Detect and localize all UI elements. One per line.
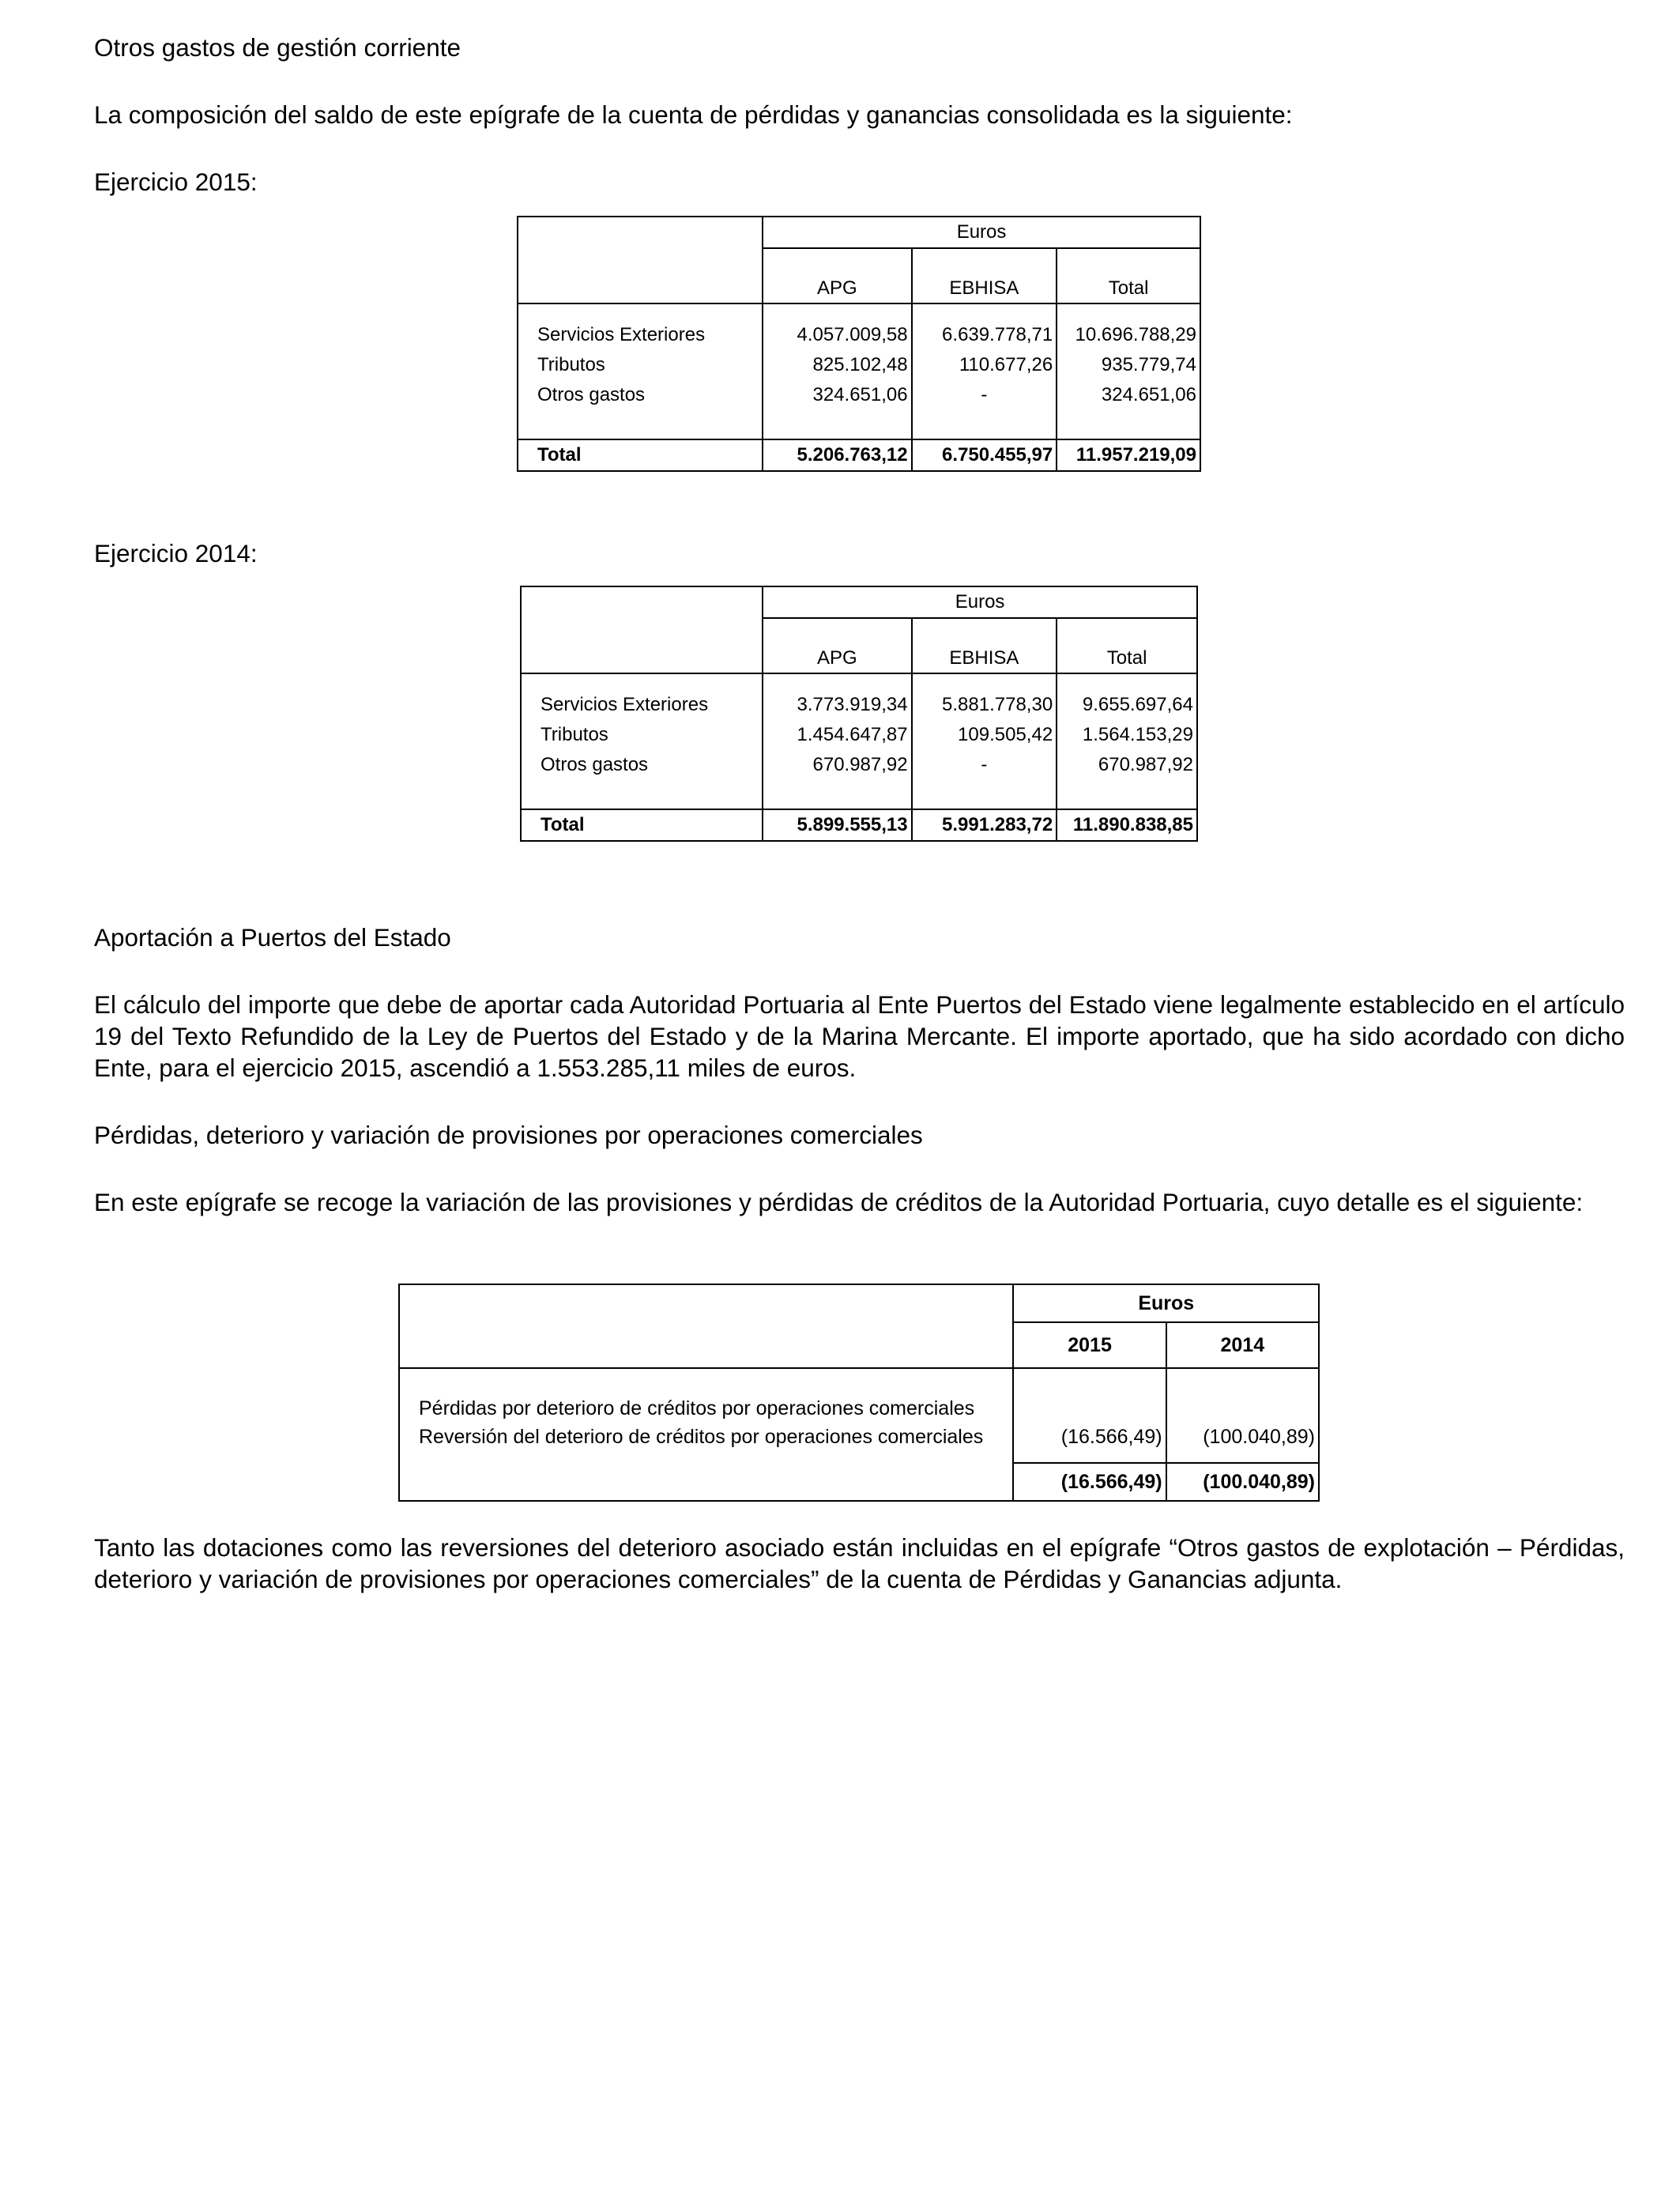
total-label: Total [518,439,763,471]
table-total-row [521,809,1197,841]
column-header: EBHISA [912,248,1057,303]
row-label: Otros gastos [518,380,763,410]
cell-value [1013,1394,1166,1423]
table-row [518,350,1200,380]
table-group-header: Euros [1013,1284,1319,1322]
total-value: 11.890.838,85 [1057,809,1197,841]
cell-value: - [912,750,1057,780]
column-header: 2014 [1166,1322,1319,1368]
table-2014 [520,586,1198,842]
section-heading-otros-gastos: Otros gastos de gestión corriente [94,33,461,62]
table-header-blank [521,586,763,673]
cell-value: (16.566,49) [1013,1423,1166,1451]
cell-value: 9.655.697,64 [1057,690,1197,720]
table-header-blank [518,217,763,303]
table-2015 [517,216,1201,472]
caption-2014: Ejercicio 2014: [94,539,258,567]
cell-value: 5.881.778,30 [912,690,1057,720]
cell-value: 10.696.788,29 [1057,320,1200,350]
table-row [518,320,1200,350]
table-deterioro [398,1284,1320,1502]
row-label: Pérdidas por deterioro de créditos por operaciones comerciales [399,1394,1013,1423]
table-row [399,1394,1319,1423]
cell-value: 670.987,92 [1057,750,1197,780]
paragraph-perdidas: En este epígrafe se recoge la variación de las provisiones y pérdidas de créditos de la Autoridad Portuaria, cuyo detalle es el siguiente: [94,1188,1584,1216]
paragraph-aportacion: El cálculo del importe que debe de aportar cada Autoridad Portuaria al Ente Puertos del Estado viene legalmente establecido en el artículo 19 del Texto Refundido de la Ley de Puertos del Estado y de la Marina Mercante. El importe aportado, que ha sido acordado con dicho Ente, para el ejercicio 2015, ascendió a 1.553.285,11 miles de euros. [94,990,1625,1082]
cell-value: 324.651,06 [763,380,912,410]
total-value: (16.566,49) [1013,1463,1166,1501]
table-total-row [518,439,1200,471]
row-label: Tributos [518,350,763,380]
column-header: APG [763,248,912,303]
total-value: 6.750.455,97 [912,439,1057,471]
intro-paragraph: La composición del saldo de este epígrafe de la cuenta de pérdidas y ganancias consolidada es la siguiente: [94,100,1293,129]
cell-value: 110.677,26 [912,350,1057,380]
table-header-blank [399,1284,1013,1368]
row-label: Reversión del deterioro de créditos por operaciones comerciales [399,1423,1013,1451]
column-header: EBHISA [912,618,1057,673]
cell-value [1166,1394,1319,1423]
cell-value: 6.639.778,71 [912,320,1057,350]
cell-value: 1.454.647,87 [763,720,911,750]
paragraph-final: Tanto las dotaciones como las reversiones del deterioro asociado están incluidas en el epígrafe “Otros gastos de explotación – Pérdidas, deterioro y variación de provisiones por operaciones comerciales” de la cuenta de Pérdidas y Ganancias adjunta. [94,1533,1625,1593]
cell-value: (100.040,89) [1166,1423,1319,1451]
column-header: 2015 [1013,1322,1166,1368]
table-row [399,1423,1319,1451]
table-group-header: Euros [763,586,1197,618]
table-row [521,690,1197,720]
row-label: Tributos [521,720,763,750]
column-header: Total [1057,618,1197,673]
column-header: APG [763,618,911,673]
total-value: (100.040,89) [1166,1463,1319,1501]
table-row [521,720,1197,750]
total-label: Total [521,809,763,841]
caption-2015: Ejercicio 2015: [94,168,258,196]
cell-value: 1.564.153,29 [1057,720,1197,750]
row-label: Servicios Exteriores [518,320,763,350]
table-row [518,380,1200,410]
total-value: 5.899.555,13 [763,809,911,841]
table-total-row [399,1463,1319,1501]
cell-value: 4.057.009,58 [763,320,912,350]
cell-value: 324.651,06 [1057,380,1200,410]
table-row [521,750,1197,780]
column-header: Total [1057,248,1200,303]
cell-value: 109.505,42 [912,720,1057,750]
row-label: Servicios Exteriores [521,690,763,720]
cell-value: 3.773.919,34 [763,690,911,720]
total-value: 5.206.763,12 [763,439,912,471]
cell-value: 670.987,92 [763,750,911,780]
row-label: Otros gastos [521,750,763,780]
cell-value: - [912,380,1057,410]
cell-value: 935.779,74 [1057,350,1200,380]
total-value: 11.957.219,09 [1057,439,1200,471]
total-value: 5.991.283,72 [912,809,1057,841]
section-heading-perdidas: Pérdidas, deterioro y variación de provisiones por operaciones comerciales [94,1121,923,1149]
cell-value: 825.102,48 [763,350,912,380]
table-group-header: Euros [763,217,1200,248]
section-heading-aportacion: Aportación a Puertos del Estado [94,923,451,952]
